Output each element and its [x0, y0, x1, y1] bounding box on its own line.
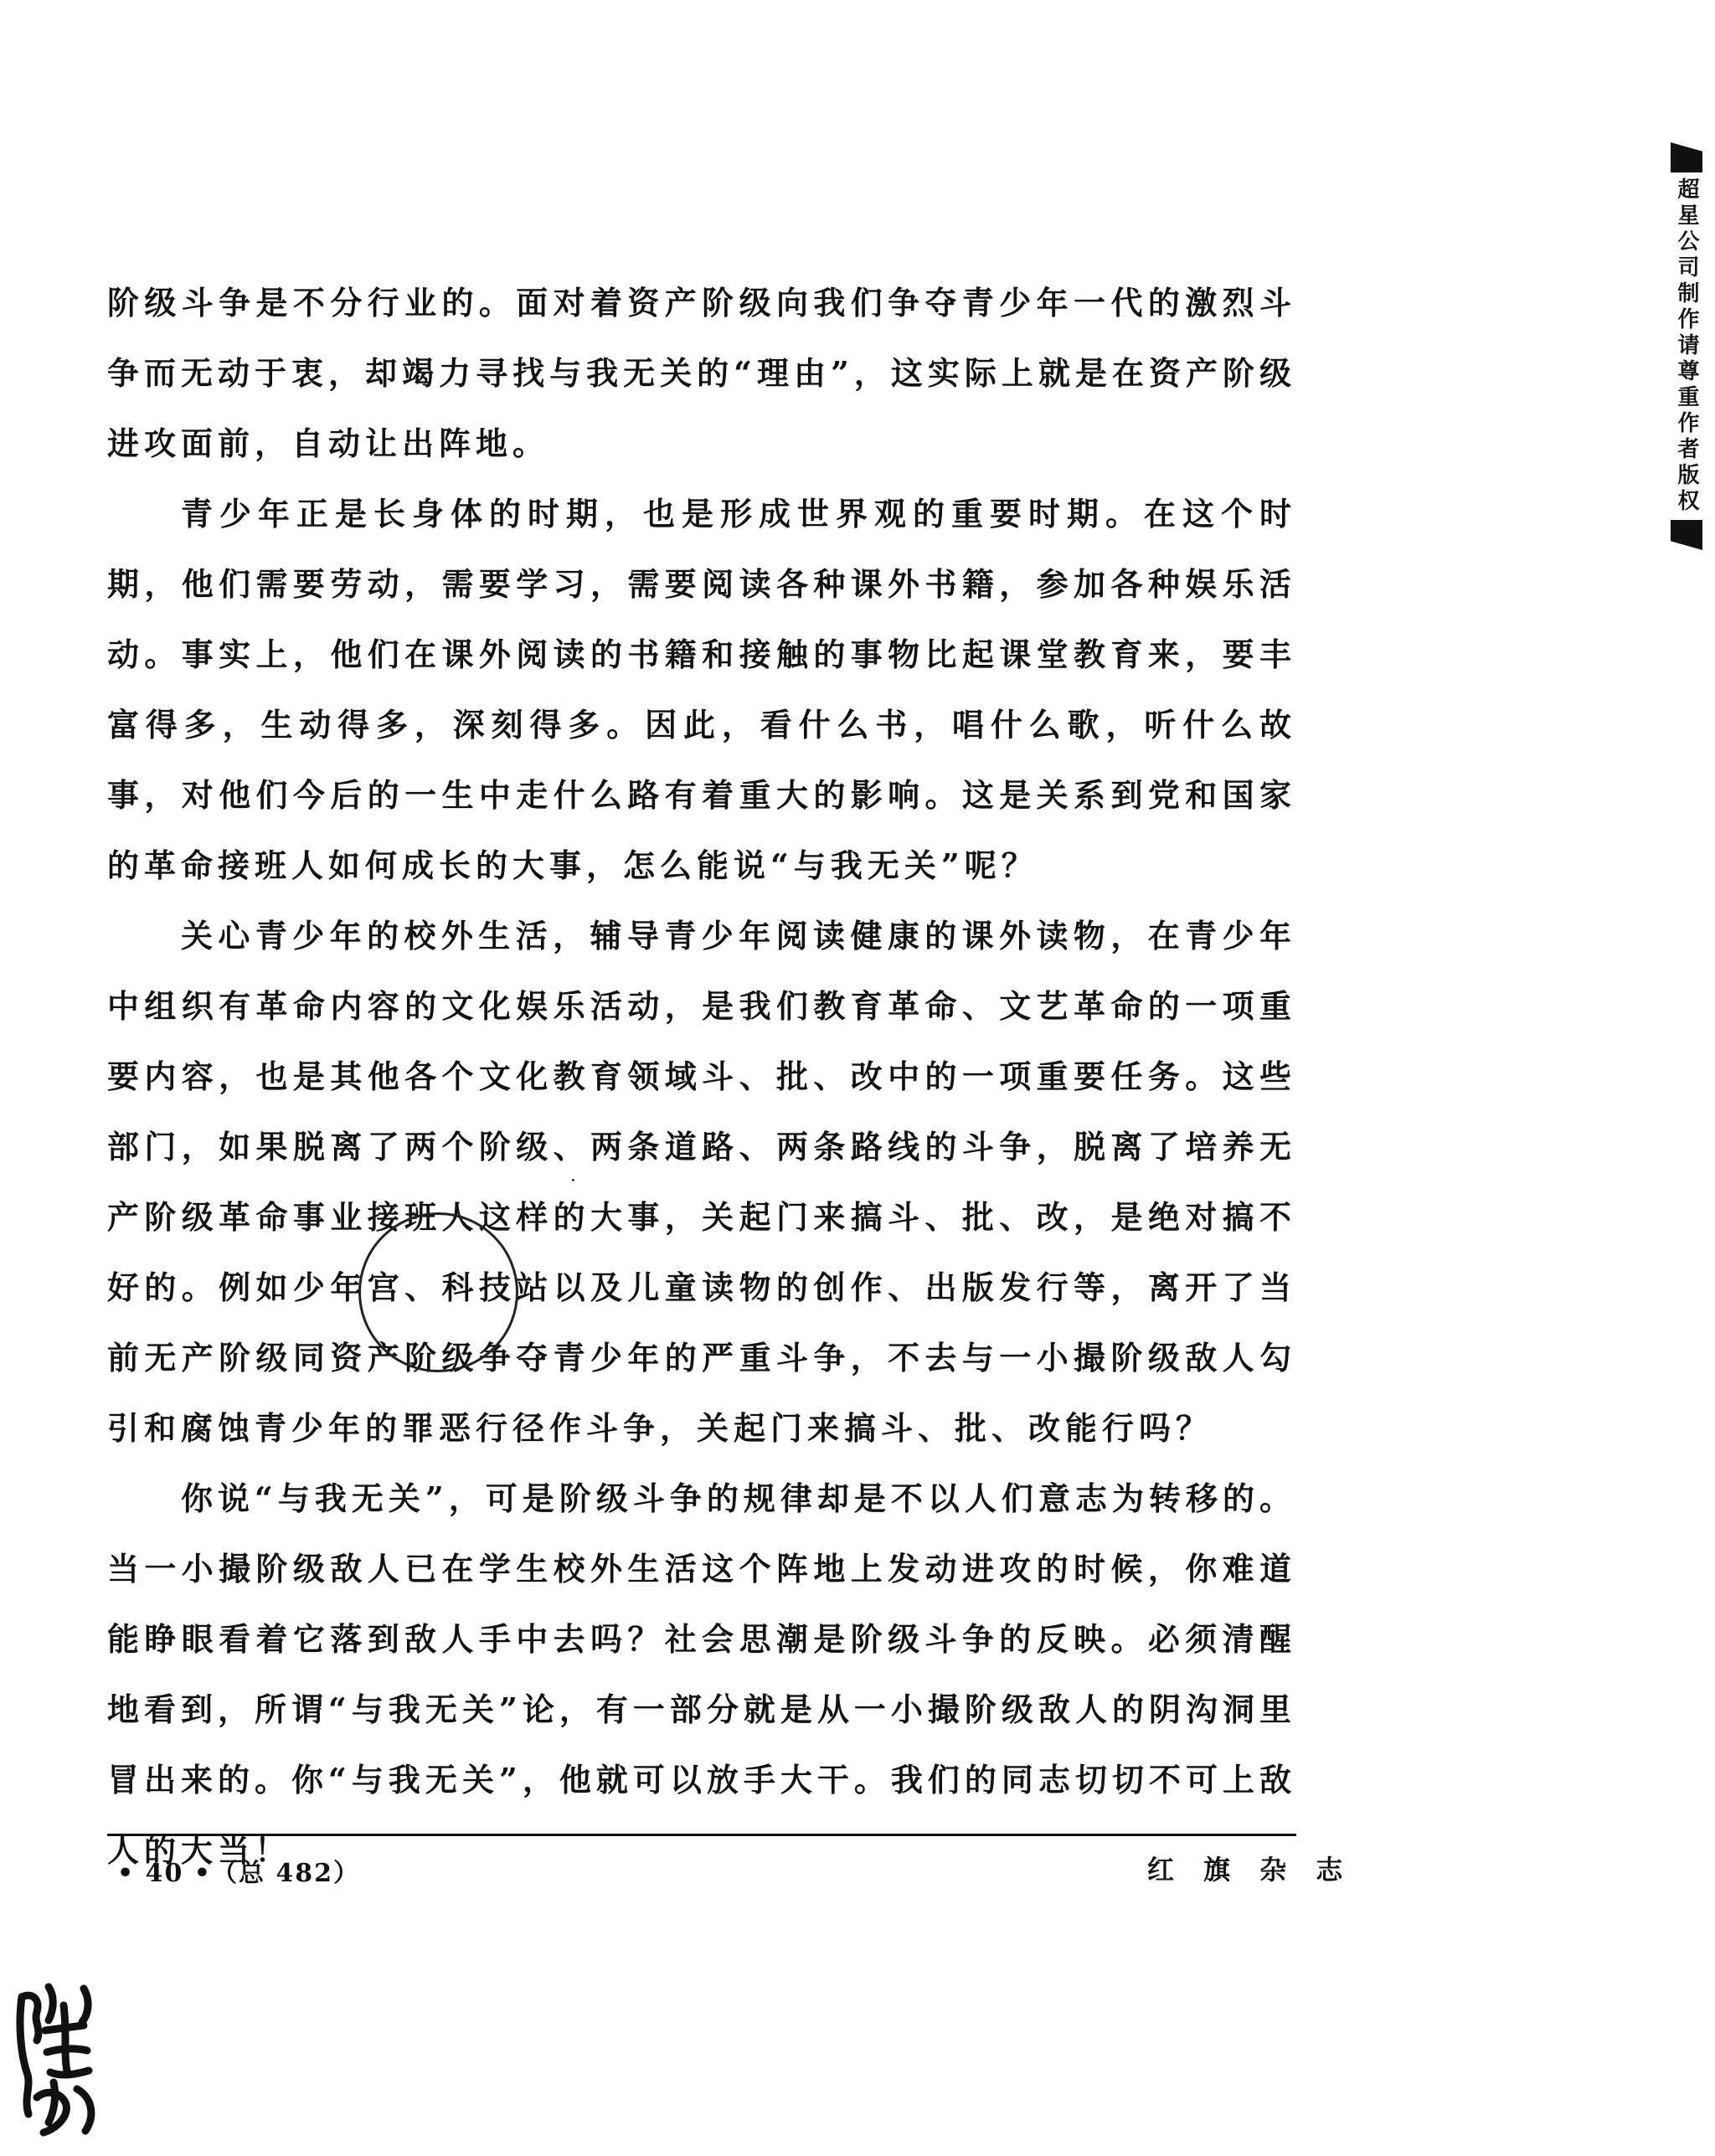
- watermark-text: 超星公司制作请尊重作者版权: [1674, 178, 1699, 515]
- paragraph-1: 阶级斗争是不分行业的。面对着资产阶级向我们争夺青少年一代的激烈斗争而无动于衷，却竭力寻找与我无关的“理由”，这实际上就是在资产阶级进攻面前，自动让出阵地。: [107, 284, 1296, 462]
- watermark-bar-top: [1671, 142, 1702, 172]
- seal-stamp: [12, 1972, 104, 2139]
- copyright-watermark: [1671, 142, 1704, 550]
- paragraph-3: 关心青少年的校外生活，辅导青少年阅读健康的课外读物，在青少年中组织有革命内容的文化娱乐活动，是我们教育革命、文艺革命的一项重要内容，也是其他各个文化教育领域斗、批、改中的一项重要任务。这些部门，如果脱离了两个阶级、两条道路、两条路线的斗争，脱离了培养无产阶级革命事业接班人这样的大事，关起门来搞斗、批、改，是绝对搞不好的。例如少年宫、科技站以及儿童读物的创作、出版发行等，离开了当前无产阶级同资产阶级争夺青少年的严重斗争，不去与一小撮阶级敌人勾引和腐蚀青少年的罪恶行径作斗争，关起门来搞斗、批、改能行吗？: [107, 917, 1296, 1447]
- paragraph-4: 你说“与我无关”，可是阶级斗争的规律却是不以人们意志为转移的。当一小撮阶级敌人已在学生校外生活这个阵地上发动进攻的时候，你难道能睁眼看着它落到敌人手中去吗？社会思潮是阶级斗争的反映。必须清醒地看到，所谓“与我无关”论，有一部分就是从一小撮阶级敌人的阴沟洞里冒出来的。你“与我无关”，他就可以放手大干。我们的同志切切不可上敌人的大当！: [107, 1479, 1296, 1869]
- page-number: • 40 •（总 482）: [117, 1859, 361, 1888]
- handwritten-circle-mark: [358, 1212, 518, 1372]
- paragraph-2: 青少年正是长身体的时期，也是形成世界观的重要时期。在这个时期，他们需要劳动，需要学习，需要阅读各种课外书籍，参加各种娱乐活动。事实上，他们在课外阅读的书籍和接触的事物比起课堂教育来，要丰富得多，生动得多，深刻得多。因此，看什么书，唱什么歌，听什么故事，对他们今后的一生中走什么路有着重大的影响。这是关系到党和国家的革命接班人如何成长的大事，怎么能说“与我无关”呢？: [107, 495, 1296, 884]
- journal-name: 红 旗 杂 志: [1147, 1854, 1353, 1886]
- footer-rule: [107, 1834, 1296, 1836]
- body-text: [107, 268, 1296, 1886]
- ink-dot: [572, 1179, 574, 1181]
- watermark-bar-bottom: [1671, 520, 1702, 550]
